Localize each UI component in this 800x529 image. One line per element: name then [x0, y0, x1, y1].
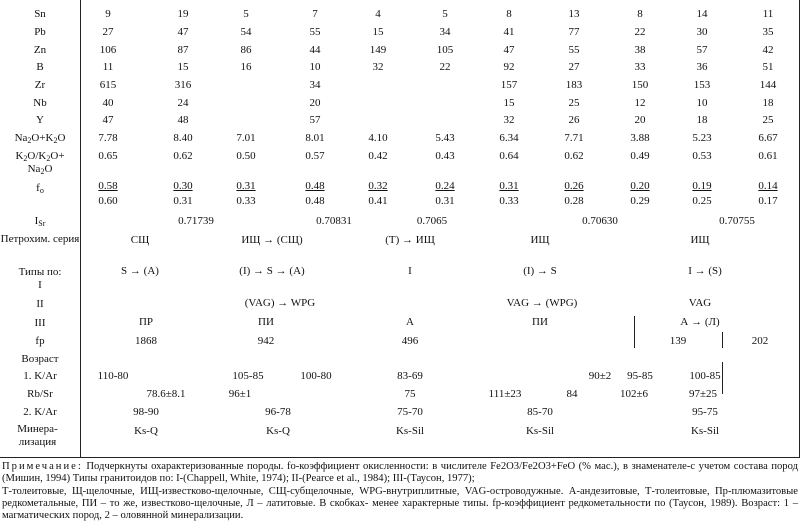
label-fp: fp [35, 335, 45, 347]
label-nb: Nb [33, 97, 47, 109]
isr-value: 0.71739 [178, 215, 214, 227]
table-cell: 55 [568, 44, 580, 56]
table-cell: 55 [309, 26, 321, 38]
table-cell: 105 [436, 44, 454, 56]
mineralization-value: Ks-Sil [690, 425, 720, 437]
table-cell: 10 [309, 61, 321, 73]
note-line-1: Подчеркнуты охарактеризованные породы. fo-коэффициент окисленности: в числителе Fe2O3/Fe2O3+FeO (% мас.), в знаменателе-с учетом состава пород (Мишин, 1994) Типы гранитоидов по: I-(Chappell, White, 1974); II-(Pearce et al., 1984); III-(Таусон, 1977); [2, 461, 798, 485]
fo-numerator: 0.31 [236, 180, 256, 192]
table-cell: 0.50 [236, 150, 256, 162]
table-bottom-rule [0, 457, 800, 458]
granite-type-iii: ПР [138, 316, 154, 328]
label-types: Типы по: [18, 266, 62, 278]
isr-value: 0.70755 [719, 215, 755, 227]
fo-numerator: 0.24 [435, 180, 455, 192]
fo-numerator: 0.32 [368, 180, 388, 192]
table-cell: 48 [177, 114, 189, 126]
granite-type-ii: VAG [688, 297, 712, 309]
table-cell: 5.43 [435, 132, 455, 144]
table-cell: 0.65 [98, 150, 118, 162]
table-cell: 25 [568, 97, 580, 109]
table-cell: 0.61 [758, 150, 778, 162]
table-cell: 8.40 [173, 132, 193, 144]
mineralization-value: Ks-Q [266, 425, 290, 437]
table-cell: 92 [503, 61, 515, 73]
petro-series: (Т) → ИЩ [385, 234, 435, 246]
fo-numerator: 0.48 [305, 180, 325, 192]
fp-value: 942 [257, 335, 275, 347]
rbsr-value: 75 [404, 388, 416, 400]
kar1-value: 90±2 [588, 370, 612, 382]
table-cell: 11 [762, 8, 774, 20]
label-kar1: 1. K/Ar [23, 370, 57, 382]
rbsr-value: 102±6 [619, 388, 649, 400]
table-cell: 27 [102, 26, 114, 38]
table-cell: 26 [568, 114, 580, 126]
label-type-iii: III [34, 317, 46, 329]
table-cell: 0.64 [499, 150, 519, 162]
fp-value: 139 [669, 335, 687, 347]
age-separator [722, 362, 723, 394]
note-heading: Примечание: [2, 461, 83, 472]
fp-separator-right [722, 332, 723, 348]
isr-value: 0.7065 [416, 215, 448, 227]
table-cell: 40 [102, 97, 114, 109]
table-cell: 34 [309, 79, 321, 91]
fo-numerator: 0.19 [692, 180, 712, 192]
label-sn: Sn [34, 8, 46, 20]
granite-type-ii: VAG → (WPG) [506, 297, 578, 309]
kar1-value: 95-85 [627, 370, 653, 382]
table-cell: 47 [177, 26, 189, 38]
table-cell: 32 [372, 61, 384, 73]
table-cell: 77 [568, 26, 580, 38]
granite-type-ii: (VAG) → WPG [244, 297, 316, 309]
table-cell: 316 [174, 79, 192, 91]
granite-type-iii: А [406, 316, 414, 328]
table-cell: 6.34 [499, 132, 519, 144]
fp-separator-left [634, 316, 635, 348]
table-cell: 35 [762, 26, 774, 38]
label-type-i: I [38, 279, 42, 291]
table-cell: 8 [506, 8, 512, 20]
table-cell: 6.67 [758, 132, 778, 144]
table-cell: 7 [312, 8, 318, 20]
label-isr: $I_{Sr}$ [34, 215, 46, 228]
label-y: Y [36, 114, 44, 126]
label-petro: Петрохим. серия [0, 233, 80, 245]
kar1-value: 83-69 [397, 370, 423, 382]
kar1-value: 110-80 [97, 370, 129, 382]
label-pb: Pb [34, 26, 46, 38]
table-cell: 15 [372, 26, 384, 38]
table-cell: 4.10 [368, 132, 388, 144]
kar1-value: 100-80 [300, 370, 332, 382]
table-cell: 34 [439, 26, 451, 38]
table-cell: 150 [631, 79, 649, 91]
table-cell: 7.01 [236, 132, 256, 144]
fo-denominator: 0.33 [236, 195, 256, 207]
label-b: B [36, 61, 44, 73]
granite-type-iii: А → (Л) [680, 316, 720, 328]
table-cell: 22 [634, 26, 646, 38]
petro-series: СЩ [130, 234, 150, 246]
table-cell: 8 [637, 8, 643, 20]
label-k2o-ratio: $K_2O/K_2O+$ $Na_2O$ [15, 150, 65, 176]
table-cell: 0.62 [564, 150, 584, 162]
table-cell: 157 [500, 79, 518, 91]
table-cell: 57 [309, 114, 321, 126]
table-cell: 86 [240, 44, 252, 56]
table-cell: 47 [102, 114, 114, 126]
isr-value: 0.70630 [582, 215, 618, 227]
label-fo: $f_o$ [36, 182, 44, 195]
petro-series: ИЩ [690, 234, 710, 246]
table-cell: 15 [503, 97, 515, 109]
table-cell: 25 [762, 114, 774, 126]
fo-numerator: 0.31 [499, 180, 519, 192]
fp-value: 1868 [135, 335, 157, 347]
table-cell: 22 [439, 61, 451, 73]
rbsr-value: 78.6±8.1 [146, 388, 186, 400]
table-cell: 11 [102, 61, 114, 73]
table-cell: 20 [634, 114, 646, 126]
fo-denominator: 0.28 [564, 195, 584, 207]
table-cell: 10 [696, 97, 708, 109]
table-cell: 106 [99, 44, 117, 56]
table-cell: 3.88 [630, 132, 650, 144]
rbsr-value: 84 [566, 388, 578, 400]
table-cell: 30 [696, 26, 708, 38]
table-cell: 0.49 [630, 150, 650, 162]
fo-numerator: 0.20 [630, 180, 650, 192]
table-cell: 9 [105, 8, 111, 20]
kar1-value: 100-85 [689, 370, 721, 382]
granite-type-i: (I) → S [523, 265, 557, 277]
table-cell: 41 [503, 26, 515, 38]
label-kar2: 2. K/Ar [23, 406, 57, 418]
petro-series: ИЩ → (СЩ) [241, 234, 303, 246]
table-cell: 0.43 [435, 150, 455, 162]
mineralization-value: Ks-Sil [525, 425, 555, 437]
mineralization-value: Ks-Q [134, 425, 158, 437]
label-zr: Zr [34, 79, 46, 91]
fo-denominator: 0.31 [435, 195, 455, 207]
table-cell: 183 [565, 79, 583, 91]
fo-numerator: 0.14 [758, 180, 778, 192]
fo-denominator: 0.41 [368, 195, 388, 207]
table-cell: 8.01 [305, 132, 325, 144]
table-cell: 24 [177, 97, 189, 109]
table-cell: 4 [375, 8, 381, 20]
table-cell: 14 [696, 8, 708, 20]
rbsr-value: 111±23 [488, 388, 522, 400]
table-cell: 44 [309, 44, 321, 56]
petro-series: ИЩ [530, 234, 550, 246]
table-cell: 20 [309, 97, 321, 109]
granite-type-i: (I) → S → (A) [239, 265, 305, 277]
table-cell: 19 [177, 8, 189, 20]
label-na2o-k2o: $Na_2O+K_2O$ [14, 132, 66, 145]
table-cell: 18 [762, 97, 774, 109]
left-border [80, 0, 81, 458]
kar2-value: 85-70 [527, 406, 553, 418]
table-cell: 12 [634, 97, 646, 109]
fo-denominator: 0.33 [499, 195, 519, 207]
granite-type-i: I [408, 265, 412, 277]
fo-denominator: 0.48 [305, 195, 325, 207]
table-cell: 0.57 [305, 150, 325, 162]
table-cell: 57 [696, 44, 708, 56]
label-mineral: Минера-лизация [17, 423, 58, 448]
table-cell: 54 [240, 26, 252, 38]
fo-numerator: 0.58 [98, 180, 118, 192]
isr-value: 0.70831 [316, 215, 352, 227]
fo-denominator: 0.25 [692, 195, 712, 207]
fo-denominator: 0.31 [173, 195, 193, 207]
fp-value: 202 [751, 335, 769, 347]
table-cell: 7.71 [564, 132, 584, 144]
fo-numerator: 0.26 [564, 180, 584, 192]
table-cell: 7.78 [98, 132, 118, 144]
table-cell: 5 [442, 8, 448, 20]
table-cell: 13 [568, 8, 580, 20]
kar1-value: 105-85 [232, 370, 264, 382]
table-cell: 0.42 [368, 150, 388, 162]
table-cell: 51 [762, 61, 774, 73]
table-cell: 0.62 [173, 150, 193, 162]
fo-numerator: 0.30 [173, 180, 193, 192]
granite-type-iii: ПИ [258, 316, 274, 328]
table-cell: 15 [177, 61, 189, 73]
label-age: Возраст [21, 353, 59, 365]
fo-denominator: 0.17 [758, 195, 778, 207]
table-cell: 16 [240, 61, 252, 73]
label-type-ii: II [36, 298, 44, 310]
label-zn: Zn [33, 44, 47, 56]
granite-type-i: S → (A) [121, 265, 159, 277]
mineralization-value: Ks-Sil [395, 425, 425, 437]
table-cell: 153 [693, 79, 711, 91]
label-rbsr: Rb/Sr [27, 388, 53, 400]
granite-type-iii: ПИ [532, 316, 548, 328]
table-cell: 32 [503, 114, 515, 126]
table-cell: 42 [762, 44, 774, 56]
kar2-value: 75-70 [397, 406, 423, 418]
kar2-value: 96-78 [265, 406, 291, 418]
table-cell: 5 [243, 8, 249, 20]
footnote [2, 461, 798, 522]
granite-type-i: I → (S) [688, 265, 722, 277]
table-cell: 38 [634, 44, 646, 56]
table-cell: 47 [503, 44, 515, 56]
table-cell: 615 [99, 79, 117, 91]
rbsr-value: 97±25 [688, 388, 718, 400]
table-cell: 18 [696, 114, 708, 126]
table-cell: 0.53 [692, 150, 712, 162]
fo-denominator: 0.60 [98, 195, 118, 207]
kar2-value: 98-90 [133, 406, 159, 418]
table-cell: 87 [177, 44, 189, 56]
note-line-2: Т-толеитовые, Щ-щелочные, ИЩ-известково-щелочные, СЩ-субщелочные, WPG-внутриплитные, VAG-островодужные. А-андезитовые, Т-толеитовые, Пр-плюмазитовые редкометальные, ПИ – то же, известково-щелочные, Л – латитовые. В скобках- менее характерные типы. fp-коэффициент редкометальности по (Таусон, 1989). Возраст: 1 – магматических пород, 2 – оловянной минерализации. [2, 485, 798, 522]
table-cell: 144 [759, 79, 777, 91]
fp-value: 496 [401, 335, 419, 347]
table-cell: 149 [369, 44, 387, 56]
fo-denominator: 0.29 [630, 195, 650, 207]
table-cell: 27 [568, 61, 580, 73]
kar2-value: 95-75 [692, 406, 718, 418]
rbsr-value: 96±1 [228, 388, 252, 400]
table-cell: 5.23 [692, 132, 712, 144]
table-cell: 36 [696, 61, 708, 73]
table-cell: 33 [634, 61, 646, 73]
